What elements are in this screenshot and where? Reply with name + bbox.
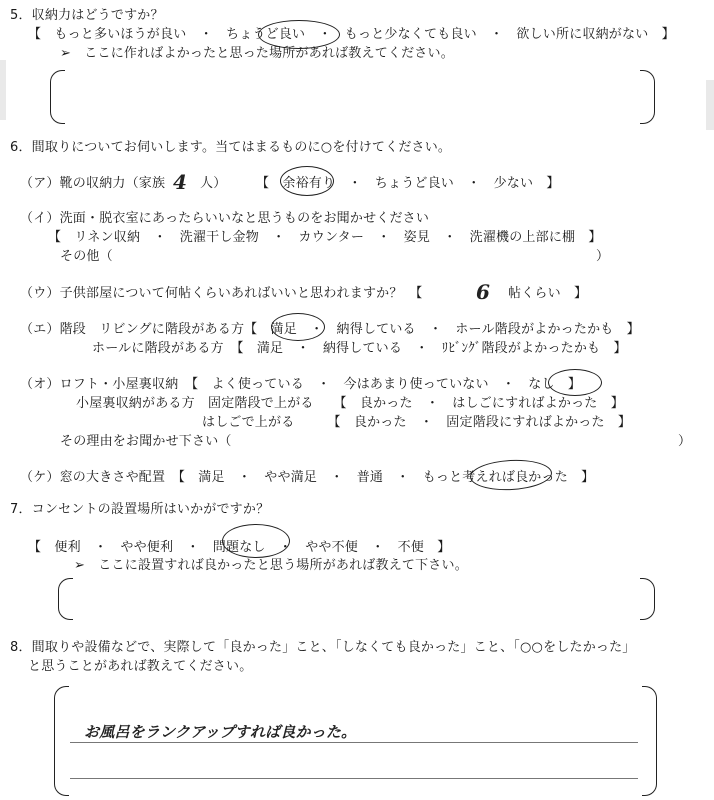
q7-options: 【 便利 ・ やや便利 ・ 問題なし ・ やや不便 ・ 不便 】	[28, 540, 451, 555]
q8-answer-rule-1	[70, 742, 638, 743]
q6-o-reason: その理由をお聞かせ下さい（	[60, 434, 232, 449]
q6-a-options: 【 余裕有り ・ ちょうど良い ・ 少ない 】	[256, 176, 560, 191]
q7-answer-circle	[222, 524, 290, 558]
q8-title-line1: 8．間取りや設備などで、実際して「良かった」こと、「しなくても良かった」こと、「○○をしたかった」	[10, 640, 636, 655]
q6-o-reason-close: ）	[678, 434, 692, 449]
q6-e-line1: （エ）階段 リビングに階段がある方【 満足 ・ 納得している ・ ホール階段がよかったかも 】	[20, 322, 640, 337]
q8-answer-text[interactable]: お風呂をランクアップすれば良かった。	[84, 723, 357, 741]
q6-ke-label: （ケ）窓の大きさや配置 【 満足 ・ やや満足 ・ 普通 ・ もっと考えれば良かった 】	[20, 470, 595, 485]
q5-prompt: ➢ ここに作ればよかったと思った場所があれば教えてください。	[60, 46, 454, 61]
q7-answer-box-left[interactable]	[58, 578, 73, 620]
scan-artifact	[0, 60, 6, 120]
q5-options: 【 もっと多いほうが良い ・ ちょうど良い ・ もっと少なくても良い ・ 欲しい所に収納がない 】	[28, 27, 675, 42]
q8-answer-box-left[interactable]	[54, 686, 69, 796]
q5-answer-box-right[interactable]	[640, 70, 655, 124]
q6-i-other-close: ）	[596, 249, 610, 264]
q6-i-options: 【 リネン収納 ・ 洗濯干し金物 ・ カウンター ・ 姿見 ・ 洗濯機の上部に棚 】	[48, 230, 602, 245]
q8-answer-rule-2	[70, 778, 638, 779]
q6-o-line2: 小屋裏収納がある方 固定階段で上がる 【 良かった ・ はしごにすればよかった 】	[76, 396, 624, 411]
q6-e-line2: ホールに階段がある方 【 満足 ・ 納得している ・ ﾘﾋﾞﾝｸﾞ階段がよかったかも 】	[92, 341, 627, 356]
q6-e-answer-circle	[271, 313, 325, 341]
q6-o-line3: はしごで上がる 【 良かった ・ 固定階段にすればよかった 】	[202, 415, 632, 430]
q7-answer-box-right[interactable]	[640, 578, 655, 620]
q5-answer-box-left[interactable]	[50, 70, 65, 124]
q5-title: 5．収納力はどうですか？	[10, 8, 164, 23]
q6-i-label: （イ）洗面・脱衣室にあったらいいなと思うものをお聞かせください	[20, 211, 430, 226]
q7-title: 7．コンセントの設置場所はいかがですか？	[10, 502, 270, 517]
q6-ke-answer-circle	[469, 458, 552, 492]
q6-a-answer-circle	[280, 166, 334, 196]
q6-u-unit: 帖くらい 】	[508, 286, 588, 301]
scan-artifact	[706, 80, 714, 130]
q8-answer-box-right[interactable]	[642, 686, 657, 796]
q6-a-label: （ア）靴の収納力（家族	[20, 176, 166, 191]
q6-a-unit: 人）	[200, 176, 227, 191]
q6-u-label: （ウ）子供部屋について何帖くらいあればいいと思われますか？ 【	[20, 286, 423, 301]
q7-prompt: ➢ ここに設置すれば良かったと思う場所があれば教えて下さい。	[74, 558, 468, 573]
q6-o-line1: （オ）ロフト・小屋裏収納 【 よく使っている ・ 今はあまり使っていない ・ なし 】	[20, 377, 582, 392]
q6-o-answer-circle	[548, 369, 602, 396]
q6-i-other: その他（	[60, 249, 113, 264]
q6-a-family-count[interactable]: 4	[173, 170, 188, 194]
q5-answer-circle	[258, 20, 340, 49]
q8-title-line2: と思うことがあれば教えてください。	[28, 659, 253, 674]
q6-title: 6．間取りについてお伺いします。当てはまるものに○を付けてください。	[10, 140, 452, 155]
q6-u-answer[interactable]: 6	[476, 280, 491, 304]
